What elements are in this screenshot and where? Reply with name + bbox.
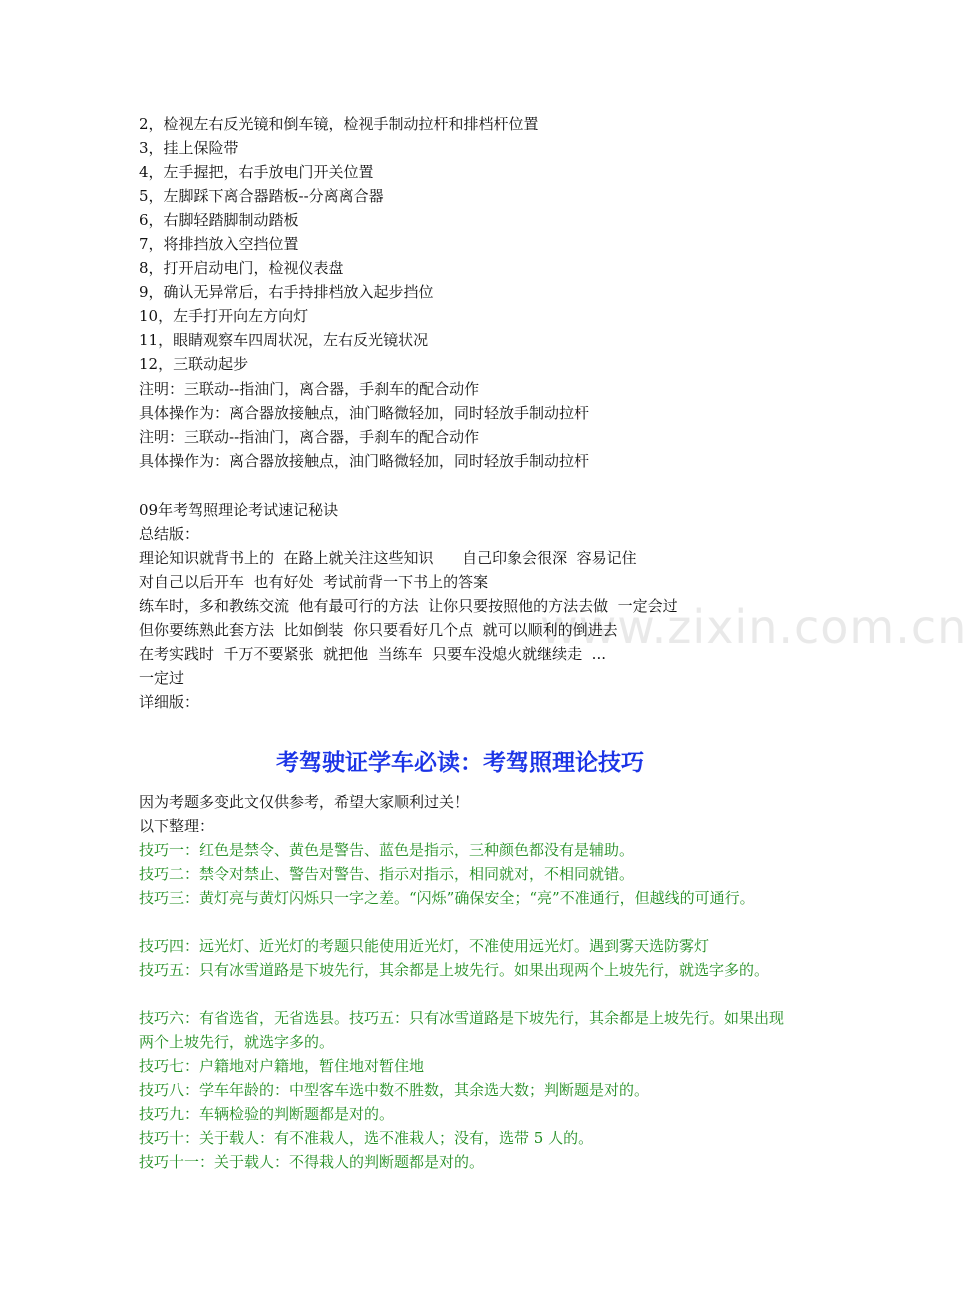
summary-line: 理论知识就背书上的 在路上就关注这些知识 自己印象会很深 容易记住 [139,549,637,567]
tip-item: 技巧八：学车年龄的：中型客车选中数不胜数，其余选大数；判断题是对的。 [139,1081,650,1099]
step-line: 5，左脚踩下离合器踏板--分离离合器 [139,187,384,205]
step-line: 10，左手打开向左方向灯 [139,307,309,325]
tip-item: 技巧二：禁令对禁止、警告对警告、指示对指示，相同就对，不相同就错。 [139,865,635,883]
step-line: 2，检视左右反光镜和倒车镜，检视手制动拉杆和排档杆位置 [139,115,539,133]
summary-line: 对自己以后开车 也有好处 考试前背一下书上的答案 [139,573,489,591]
summary-line: 但你要练熟此套方法 比如倒装 你只要看好几个点 就可以顺利的倒进去 [139,621,618,639]
tip-item: 技巧九：车辆检验的判断题都是对的。 [139,1105,395,1123]
note-line: 具体操作为：离合器放接触点，油门略微轻加，同时轻放手制动拉杆 [139,404,590,422]
tip-item: 技巧四：远光灯、近光灯的考题只能使用近光灯，不准使用远光灯。遇到雾天选防雾灯 [139,937,710,955]
note-line: 注明：三联动--指油门，离合器，手刹车的配合动作 [139,380,480,398]
page-title: 考驾驶证学车必读：考驾照理论技巧 [276,750,644,776]
note-line: 具体操作为：离合器放接触点，油门略微轻加，同时轻放手制动拉杆 [139,452,590,470]
tip-item: 技巧十一：关于载人：不得栽人的判断题都是对的。 [139,1153,485,1171]
summary-line: 练车时，多和教练交流 他有最可行的方法 让你只要按照他的方法去做 一定会过 [139,597,678,615]
section-heading: 09年考驾照理论考试速记秘诀 [139,501,339,519]
summary-line: 在考实践时 千万不要紧张 就把他 当练车 只要车没熄火就继续走 ... [139,645,606,663]
step-line: 3，挂上保险带 [139,139,239,157]
step-line: 8，打开启动电门，检视仪表盘 [139,259,344,277]
tip-item: 技巧五：只有冰雪道路是下坡先行，其余都是上坡先行。如果出现两个上坡先行，就选字多的。 [139,961,770,979]
detail-label: 详细版： [139,693,200,711]
step-line: 9，确认无异常后，右手持排档放入起步挡位 [139,283,434,301]
step-line: 7，将排挡放入空挡位置 [139,235,299,253]
intro-line: 因为考题多变此文仅供参考，希望大家顺利过关！ [139,793,470,811]
step-line: 12，三联动起步 [139,355,249,373]
summary-line: 一定过 [139,669,185,687]
step-line: 4，左手握把，右手放电门开关位置 [139,163,374,181]
tip-item: 技巧一：红色是禁令、黄色是警告、蓝色是指示，三种颜色都没有是辅助。 [139,841,635,859]
watermark: www.zixin.com.cn [540,600,967,654]
note-line: 注明：三联动--指油门，离合器，手刹车的配合动作 [139,428,480,446]
intro-line: 以下整理： [139,817,215,835]
tip-item: 技巧七：户籍地对户籍地，暂住地对暂住地 [139,1057,425,1075]
tip-item: 技巧六：有省选省，无省选县。技巧五：只有冰雪道路是下坡先行，其余都是上坡先行。如果出现两个上坡先行，就选字多的。 [139,1009,785,1051]
summary-label: 总结版： [139,525,200,543]
step-line: 6，右脚轻踏脚制动踏板 [139,211,299,229]
step-line: 11，眼睛观察车四周状况，左右反光镜状况 [139,331,429,349]
tip-item: 技巧十：关于载人：有不准栽人，选不准栽人；没有，选带 5 人的。 [139,1129,594,1147]
tip-item: 技巧三：黄灯亮与黄灯闪烁只一字之差。“闪烁”确保安全；“亮”不准通行，但越线的可通行。 [139,889,755,907]
